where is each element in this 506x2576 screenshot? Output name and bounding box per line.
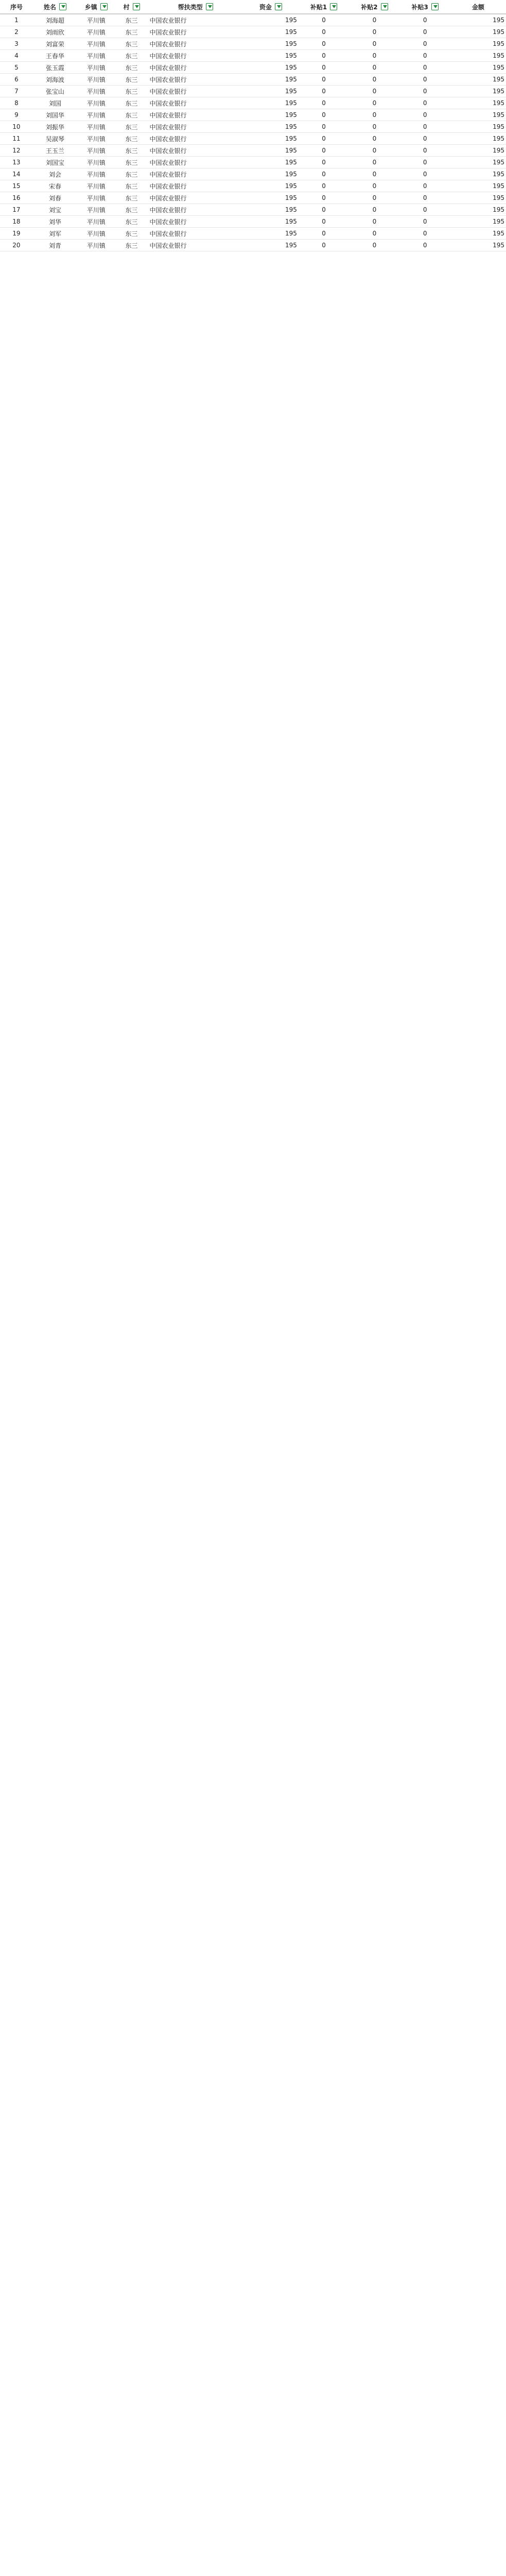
cell-sub2[interactable]: 0 — [349, 133, 399, 145]
cell-amount[interactable]: 195 — [243, 180, 299, 192]
cell-amount[interactable]: 195 — [243, 168, 299, 180]
cell-total[interactable]: 195 — [450, 74, 506, 86]
cell-sub1[interactable]: 0 — [299, 109, 349, 121]
cell-amount[interactable]: 195 — [243, 145, 299, 157]
cell-type[interactable]: 中国农业银行 — [148, 97, 243, 109]
cell-sub3[interactable]: 0 — [400, 97, 450, 109]
table-row[interactable] — [0, 109, 506, 121]
cell-no[interactable]: 11 — [0, 133, 33, 145]
cell-no[interactable]: 14 — [0, 168, 33, 180]
cell-type[interactable]: 中国农业银行 — [148, 62, 243, 74]
cell-name[interactable]: 刘华 — [33, 216, 77, 228]
cell-sub3[interactable]: 0 — [400, 86, 450, 97]
filter-icon[interactable] — [381, 3, 388, 10]
col-no-header[interactable]: 序号 — [0, 0, 33, 14]
table-row[interactable] — [0, 240, 506, 251]
cell-village[interactable]: 东三 — [115, 133, 148, 145]
cell-type[interactable]: 中国农业银行 — [148, 228, 243, 240]
col-type-header[interactable]: 帮扶类型 — [148, 0, 243, 14]
cell-no[interactable]: 9 — [0, 109, 33, 121]
cell-sub1[interactable]: 0 — [299, 38, 349, 50]
filter-icon[interactable] — [275, 3, 282, 10]
cell-amount[interactable]: 195 — [243, 192, 299, 204]
cell-amount[interactable]: 195 — [243, 133, 299, 145]
cell-name[interactable]: 刘国华 — [33, 109, 77, 121]
cell-total[interactable]: 195 — [450, 168, 506, 180]
table-row[interactable] — [0, 14, 506, 26]
cell-amount[interactable]: 195 — [243, 228, 299, 240]
cell-sub3[interactable]: 0 — [400, 204, 450, 216]
table-row[interactable] — [0, 216, 506, 228]
col-total-header[interactable]: 金额 — [450, 0, 506, 14]
cell-name[interactable]: 刘军 — [33, 228, 77, 240]
cell-town[interactable]: 平川镇 — [77, 168, 115, 180]
cell-type[interactable]: 中国农业银行 — [148, 121, 243, 133]
cell-no[interactable]: 12 — [0, 145, 33, 157]
cell-sub1[interactable]: 0 — [299, 86, 349, 97]
cell-no[interactable]: 1 — [0, 14, 33, 26]
cell-type[interactable]: 中国农业银行 — [148, 50, 243, 62]
cell-no[interactable]: 19 — [0, 228, 33, 240]
cell-name[interactable]: 刘会 — [33, 168, 77, 180]
cell-name[interactable]: 刘国宝 — [33, 157, 77, 168]
cell-sub2[interactable]: 0 — [349, 145, 399, 157]
cell-name[interactable]: 宋春 — [33, 180, 77, 192]
cell-sub2[interactable]: 0 — [349, 50, 399, 62]
cell-town[interactable]: 平川镇 — [77, 180, 115, 192]
cell-town[interactable]: 平川镇 — [77, 216, 115, 228]
cell-sub1[interactable]: 0 — [299, 145, 349, 157]
cell-name[interactable]: 张宝山 — [33, 86, 77, 97]
cell-village[interactable]: 东三 — [115, 157, 148, 168]
cell-sub3[interactable]: 0 — [400, 38, 450, 50]
cell-village[interactable]: 东三 — [115, 50, 148, 62]
cell-town[interactable]: 平川镇 — [77, 97, 115, 109]
cell-total[interactable]: 195 — [450, 216, 506, 228]
cell-sub3[interactable]: 0 — [400, 50, 450, 62]
cell-sub3[interactable]: 0 — [400, 121, 450, 133]
cell-amount[interactable]: 195 — [243, 109, 299, 121]
cell-type[interactable]: 中国农业银行 — [148, 145, 243, 157]
col-name-header[interactable]: 姓名 — [33, 0, 77, 14]
table-row[interactable] — [0, 62, 506, 74]
cell-total[interactable]: 195 — [450, 145, 506, 157]
cell-town[interactable]: 平川镇 — [77, 50, 115, 62]
cell-town[interactable]: 平川镇 — [77, 228, 115, 240]
cell-town[interactable]: 平川镇 — [77, 109, 115, 121]
cell-sub1[interactable]: 0 — [299, 192, 349, 204]
table-row[interactable] — [0, 38, 506, 50]
cell-sub1[interactable]: 0 — [299, 97, 349, 109]
cell-name[interactable]: 刘宝 — [33, 204, 77, 216]
cell-town[interactable]: 平川镇 — [77, 14, 115, 26]
table-row[interactable] — [0, 180, 506, 192]
col-amount-header[interactable]: 资金 — [243, 0, 299, 14]
table-row[interactable] — [0, 133, 506, 145]
table-row[interactable] — [0, 50, 506, 62]
table-row[interactable] — [0, 86, 506, 97]
cell-amount[interactable]: 195 — [243, 204, 299, 216]
table-row[interactable] — [0, 168, 506, 180]
cell-sub3[interactable]: 0 — [400, 74, 450, 86]
cell-sub2[interactable]: 0 — [349, 192, 399, 204]
cell-sub2[interactable]: 0 — [349, 109, 399, 121]
cell-total[interactable]: 195 — [450, 192, 506, 204]
cell-no[interactable]: 15 — [0, 180, 33, 192]
cell-sub3[interactable]: 0 — [400, 168, 450, 180]
cell-type[interactable]: 中国农业银行 — [148, 180, 243, 192]
table-row[interactable] — [0, 228, 506, 240]
cell-name[interactable]: 王春华 — [33, 50, 77, 62]
cell-total[interactable]: 195 — [450, 228, 506, 240]
cell-sub2[interactable]: 0 — [349, 121, 399, 133]
cell-village[interactable]: 东三 — [115, 97, 148, 109]
cell-type[interactable]: 中国农业银行 — [148, 204, 243, 216]
cell-village[interactable]: 东三 — [115, 26, 148, 38]
cell-total[interactable]: 195 — [450, 240, 506, 251]
cell-total[interactable]: 195 — [450, 97, 506, 109]
cell-no[interactable]: 5 — [0, 62, 33, 74]
cell-amount[interactable]: 195 — [243, 86, 299, 97]
cell-village[interactable]: 东三 — [115, 121, 148, 133]
cell-sub1[interactable]: 0 — [299, 50, 349, 62]
cell-total[interactable]: 195 — [450, 121, 506, 133]
cell-sub1[interactable]: 0 — [299, 240, 349, 251]
cell-total[interactable]: 195 — [450, 109, 506, 121]
cell-type[interactable]: 中国农业银行 — [148, 157, 243, 168]
cell-town[interactable]: 平川镇 — [77, 38, 115, 50]
cell-village[interactable]: 东三 — [115, 86, 148, 97]
cell-sub3[interactable]: 0 — [400, 228, 450, 240]
cell-total[interactable]: 195 — [450, 38, 506, 50]
cell-name[interactable]: 刘国 — [33, 97, 77, 109]
cell-sub2[interactable]: 0 — [349, 74, 399, 86]
cell-name[interactable]: 刘海超 — [33, 14, 77, 26]
filter-icon[interactable] — [431, 3, 439, 10]
table-body — [0, 14, 506, 251]
cell-sub2[interactable]: 0 — [349, 180, 399, 192]
cell-sub2[interactable]: 0 — [349, 216, 399, 228]
cell-sub1[interactable]: 0 — [299, 180, 349, 192]
cell-sub2[interactable]: 0 — [349, 240, 399, 251]
cell-sub3[interactable]: 0 — [400, 240, 450, 251]
cell-type[interactable]: 中国农业银行 — [148, 216, 243, 228]
cell-amount[interactable]: 195 — [243, 38, 299, 50]
cell-type[interactable]: 中国农业银行 — [148, 74, 243, 86]
cell-no[interactable]: 2 — [0, 26, 33, 38]
cell-type[interactable]: 中国农业银行 — [148, 133, 243, 145]
cell-sub1[interactable]: 0 — [299, 121, 349, 133]
table-row[interactable] — [0, 121, 506, 133]
cell-village[interactable]: 东三 — [115, 240, 148, 251]
col-sub2-header[interactable]: 补贴2 — [349, 0, 399, 14]
cell-town[interactable]: 平川镇 — [77, 26, 115, 38]
cell-total[interactable]: 195 — [450, 180, 506, 192]
cell-no[interactable]: 18 — [0, 216, 33, 228]
cell-total[interactable]: 195 — [450, 133, 506, 145]
cell-no[interactable]: 8 — [0, 97, 33, 109]
table-row[interactable] — [0, 97, 506, 109]
cell-town[interactable]: 平川镇 — [77, 145, 115, 157]
cell-sub3[interactable]: 0 — [400, 192, 450, 204]
cell-sub3[interactable]: 0 — [400, 216, 450, 228]
cell-sub2[interactable]: 0 — [349, 228, 399, 240]
cell-village[interactable]: 东三 — [115, 38, 148, 50]
cell-type[interactable]: 中国农业银行 — [148, 240, 243, 251]
cell-amount[interactable]: 195 — [243, 50, 299, 62]
cell-village[interactable]: 东三 — [115, 180, 148, 192]
cell-sub2[interactable]: 0 — [349, 97, 399, 109]
cell-amount[interactable]: 195 — [243, 157, 299, 168]
cell-sub2[interactable]: 0 — [349, 62, 399, 74]
cell-name[interactable]: 吴淑琴 — [33, 133, 77, 145]
cell-name[interactable]: 刘富荣 — [33, 38, 77, 50]
cell-sub3[interactable]: 0 — [400, 26, 450, 38]
cell-town[interactable]: 平川镇 — [77, 240, 115, 251]
cell-town[interactable]: 平川镇 — [77, 62, 115, 74]
cell-amount[interactable]: 195 — [243, 26, 299, 38]
table-row[interactable] — [0, 192, 506, 204]
cell-village[interactable]: 东三 — [115, 228, 148, 240]
cell-village[interactable]: 东三 — [115, 145, 148, 157]
cell-type[interactable]: 中国农业银行 — [148, 109, 243, 121]
filter-icon[interactable] — [59, 3, 66, 10]
cell-total[interactable]: 195 — [450, 62, 506, 74]
cell-no[interactable]: 17 — [0, 204, 33, 216]
cell-sub2[interactable]: 0 — [349, 14, 399, 26]
table-row[interactable] — [0, 204, 506, 216]
cell-no[interactable]: 10 — [0, 121, 33, 133]
table-row[interactable] — [0, 26, 506, 38]
cell-sub2[interactable]: 0 — [349, 204, 399, 216]
cell-amount[interactable]: 195 — [243, 216, 299, 228]
cell-town[interactable]: 平川镇 — [77, 192, 115, 204]
filter-icon[interactable] — [330, 3, 337, 10]
col-village-header[interactable]: 村 — [115, 0, 148, 14]
cell-type[interactable]: 中国农业银行 — [148, 168, 243, 180]
cell-no[interactable]: 4 — [0, 50, 33, 62]
col-sub3-header[interactable]: 补贴3 — [400, 0, 450, 14]
cell-no[interactable]: 7 — [0, 86, 33, 97]
table-row[interactable] — [0, 74, 506, 86]
cell-amount[interactable]: 195 — [243, 97, 299, 109]
filter-icon[interactable] — [206, 3, 213, 10]
cell-sub2[interactable]: 0 — [349, 38, 399, 50]
col-town-header[interactable]: 乡镇 — [77, 0, 115, 14]
cell-village[interactable]: 东三 — [115, 216, 148, 228]
cell-village[interactable]: 东三 — [115, 74, 148, 86]
cell-no[interactable]: 16 — [0, 192, 33, 204]
cell-amount[interactable]: 195 — [243, 240, 299, 251]
cell-total[interactable]: 195 — [450, 157, 506, 168]
cell-village[interactable]: 东三 — [115, 62, 148, 74]
cell-sub1[interactable]: 0 — [299, 133, 349, 145]
cell-sub1[interactable]: 0 — [299, 157, 349, 168]
cell-amount[interactable]: 195 — [243, 121, 299, 133]
cell-total[interactable]: 195 — [450, 86, 506, 97]
cell-sub1[interactable]: 0 — [299, 74, 349, 86]
cell-sub3[interactable]: 0 — [400, 145, 450, 157]
cell-sub2[interactable]: 0 — [349, 157, 399, 168]
cell-town[interactable]: 平川镇 — [77, 204, 115, 216]
cell-sub2[interactable]: 0 — [349, 168, 399, 180]
cell-no[interactable]: 3 — [0, 38, 33, 50]
cell-sub2[interactable]: 0 — [349, 26, 399, 38]
cell-sub1[interactable]: 0 — [299, 14, 349, 26]
cell-village[interactable]: 东三 — [115, 204, 148, 216]
cell-amount[interactable]: 195 — [243, 62, 299, 74]
cell-sub3[interactable]: 0 — [400, 14, 450, 26]
cell-name[interactable]: 刘海波 — [33, 74, 77, 86]
cell-no[interactable]: 6 — [0, 74, 33, 86]
cell-type[interactable]: 中国农业银行 — [148, 26, 243, 38]
cell-village[interactable]: 东三 — [115, 109, 148, 121]
cell-sub1[interactable]: 0 — [299, 168, 349, 180]
header-row — [0, 0, 506, 14]
data-table — [0, 0, 506, 251]
cell-name[interactable]: 刘春 — [33, 192, 77, 204]
cell-type[interactable]: 中国农业银行 — [148, 38, 243, 50]
cell-sub1[interactable]: 0 — [299, 204, 349, 216]
cell-no[interactable]: 13 — [0, 157, 33, 168]
cell-sub1[interactable]: 0 — [299, 228, 349, 240]
cell-sub3[interactable]: 0 — [400, 157, 450, 168]
cell-village[interactable]: 东三 — [115, 14, 148, 26]
cell-town[interactable]: 平川镇 — [77, 74, 115, 86]
cell-total[interactable]: 195 — [450, 50, 506, 62]
cell-amount[interactable]: 195 — [243, 14, 299, 26]
cell-type[interactable]: 中国农业银行 — [148, 86, 243, 97]
table-row[interactable] — [0, 145, 506, 157]
filter-icon[interactable] — [100, 3, 108, 10]
cell-name[interactable]: 刘青 — [33, 240, 77, 251]
cell-total[interactable]: 195 — [450, 204, 506, 216]
cell-sub3[interactable]: 0 — [400, 62, 450, 74]
cell-name[interactable]: 张玉霞 — [33, 62, 77, 74]
cell-town[interactable]: 平川镇 — [77, 86, 115, 97]
filter-icon[interactable] — [133, 3, 140, 10]
cell-town[interactable]: 平川镇 — [77, 121, 115, 133]
cell-village[interactable]: 东三 — [115, 192, 148, 204]
cell-sub3[interactable]: 0 — [400, 133, 450, 145]
cell-name[interactable]: 刘振华 — [33, 121, 77, 133]
cell-amount[interactable]: 195 — [243, 74, 299, 86]
cell-sub1[interactable]: 0 — [299, 216, 349, 228]
cell-no[interactable]: 20 — [0, 240, 33, 251]
cell-total[interactable]: 195 — [450, 14, 506, 26]
cell-type[interactable]: 中国农业银行 — [148, 14, 243, 26]
table-row[interactable] — [0, 157, 506, 168]
cell-sub1[interactable]: 0 — [299, 26, 349, 38]
cell-town[interactable]: 平川镇 — [77, 157, 115, 168]
cell-name[interactable]: 王玉兰 — [33, 145, 77, 157]
cell-sub3[interactable]: 0 — [400, 180, 450, 192]
cell-name[interactable]: 刘雨欣 — [33, 26, 77, 38]
cell-sub2[interactable]: 0 — [349, 86, 399, 97]
cell-sub3[interactable]: 0 — [400, 109, 450, 121]
cell-town[interactable]: 平川镇 — [77, 133, 115, 145]
cell-type[interactable]: 中国农业银行 — [148, 192, 243, 204]
cell-sub1[interactable]: 0 — [299, 62, 349, 74]
cell-village[interactable]: 东三 — [115, 168, 148, 180]
cell-total[interactable]: 195 — [450, 26, 506, 38]
col-sub1-header[interactable]: 补贴1 — [299, 0, 349, 14]
